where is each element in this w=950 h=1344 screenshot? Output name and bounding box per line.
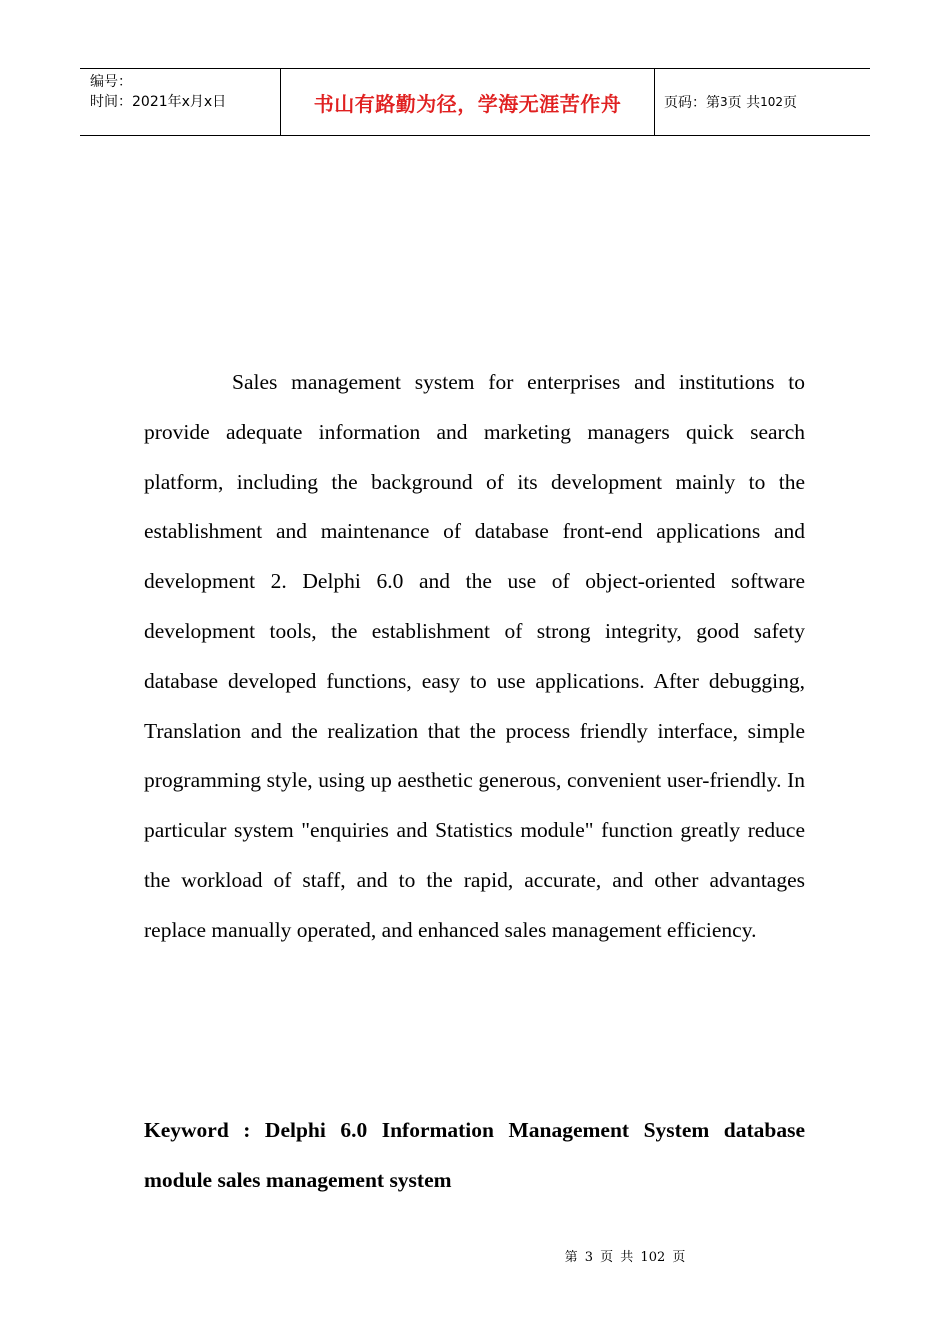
abstract-paragraph: Sales management system for enterprises and institutions to provide adequate information and marketing managers quick search platform, including the background of its development mainly to the establishment and maintenance of database front-end applications and development 2. Delphi 6.0 and the use of object-oriented software development tools, the establishment of strong integrity, good safety database developed functions, easy to use applications. After debugging, Translation and the realization that the process friendly interface, simple programming style, using up aesthetic generous, convenient user-friendly. In particular system "enquiries and Statistics module" function greatly reduce the workload of staff, and to the rapid, accurate, and other advantages replace manually operated, and enhanced sales management efficiency. xyxy=(144,370,805,942)
page-total: 102 xyxy=(760,95,783,109)
keyword-paragraph: Keyword : Delphi 6.0 Information Management System database module sales management system xyxy=(144,1118,805,1192)
page-prefix: 页码：第 xyxy=(664,95,720,111)
page-footer: 第 3 页 共 102 页 xyxy=(564,1250,686,1265)
header-page-cell xyxy=(655,69,870,135)
page-suffix: 页 xyxy=(783,95,797,111)
page-header xyxy=(80,68,870,136)
header-motto-cell xyxy=(281,69,655,135)
date-text: 时间：2021年x月x日 xyxy=(90,94,227,110)
page-mid: 页 共 xyxy=(727,95,761,111)
motto-text: 书山有路勤为径，学海无涯苦作舟 xyxy=(313,91,622,116)
header-left-cell xyxy=(80,69,281,135)
serial-label: 编号： xyxy=(90,74,132,90)
page-current: 3 xyxy=(720,95,728,109)
